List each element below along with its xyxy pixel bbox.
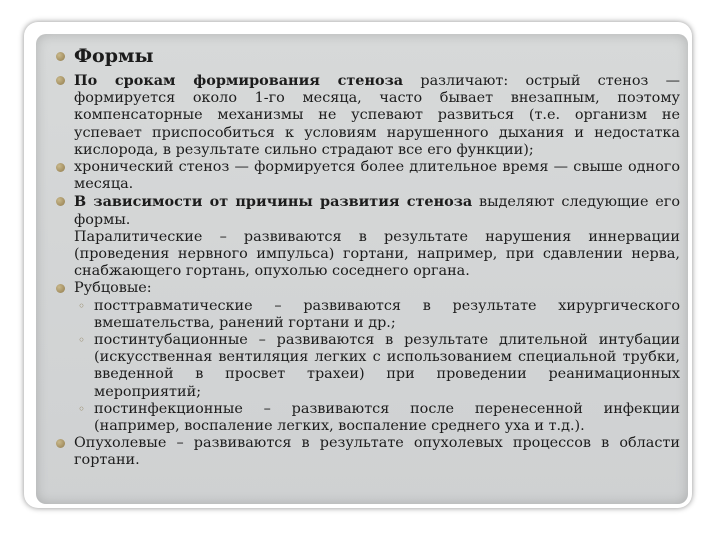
slide-content [52,44,680,506]
sub-item-text: посттравматические – развиваются в результате хирургического вмешательства, ранений гортани и др.; [94,297,680,331]
item-text: Рубцовые: [74,280,152,297]
sub-item-text: постинтубационные – развиваются в результате длительной интубации (искусственная вентиляция легких с использованием специальной трубки, введенной в просвет трахеи) при проведении реанимационных мероприятий; [94,332,680,400]
list-item-tumor [52,435,680,469]
sub-bullet-icon: ◦ [78,298,86,313]
bullet-icon [56,197,65,206]
item-bold-lead: По срокам формирования стеноза [74,72,404,89]
list-item-term-forms [52,72,680,159]
bullet-icon [56,439,65,448]
item-text: различают: острый стеноз — формируется около 1-го месяца, часто бывает внезапным, поэтому компенсаторные механизмы не успевают развиться (т.е. организм не успевает приспособиться к условиям нарушенного дыхания и недостатка кислорода, в результате сильно страдают все его функции); [74,73,681,158]
sub-item-posttraumatic [52,298,680,332]
paralytic-paragraph: Паралитические – развиваются в результате нарушения иннервации (проведения нервного импульса) гортани, например, при сдавлении нерва, снабжающего гортань, опухолью соседнего органа. [74,228,680,280]
item-bold-lead: В зависимости от причины развития стеноза [74,193,473,211]
list-item-chronic [52,159,680,193]
list-item-cause-forms [52,193,680,228]
sub-item-postinfection [52,401,680,435]
sub-bullet-icon: ◦ [78,333,86,348]
bullet-icon [56,284,65,293]
sub-item-text: постинфекционные – развиваются после перенесенной инфекции (например, воспаление легких, воспаление среднего уха и т.д.). [94,400,680,435]
item-text: хронический стеноз — формируется более длительное время — свыше одного месяца. [74,159,680,193]
item-text: Опухолевые – развиваются в результате опухолевых процессов в области гортани. [74,435,680,469]
slide-title [52,44,680,68]
sub-item-postintubation [52,332,680,401]
title-text: Формы [74,45,154,67]
bullet-icon [56,52,65,61]
item-text: выделяют следующие его формы. [74,194,680,228]
bullet-icon [56,163,65,172]
list-item-scar [52,280,680,297]
sub-bullet-icon: ◦ [78,401,86,416]
bullet-icon [56,76,65,85]
